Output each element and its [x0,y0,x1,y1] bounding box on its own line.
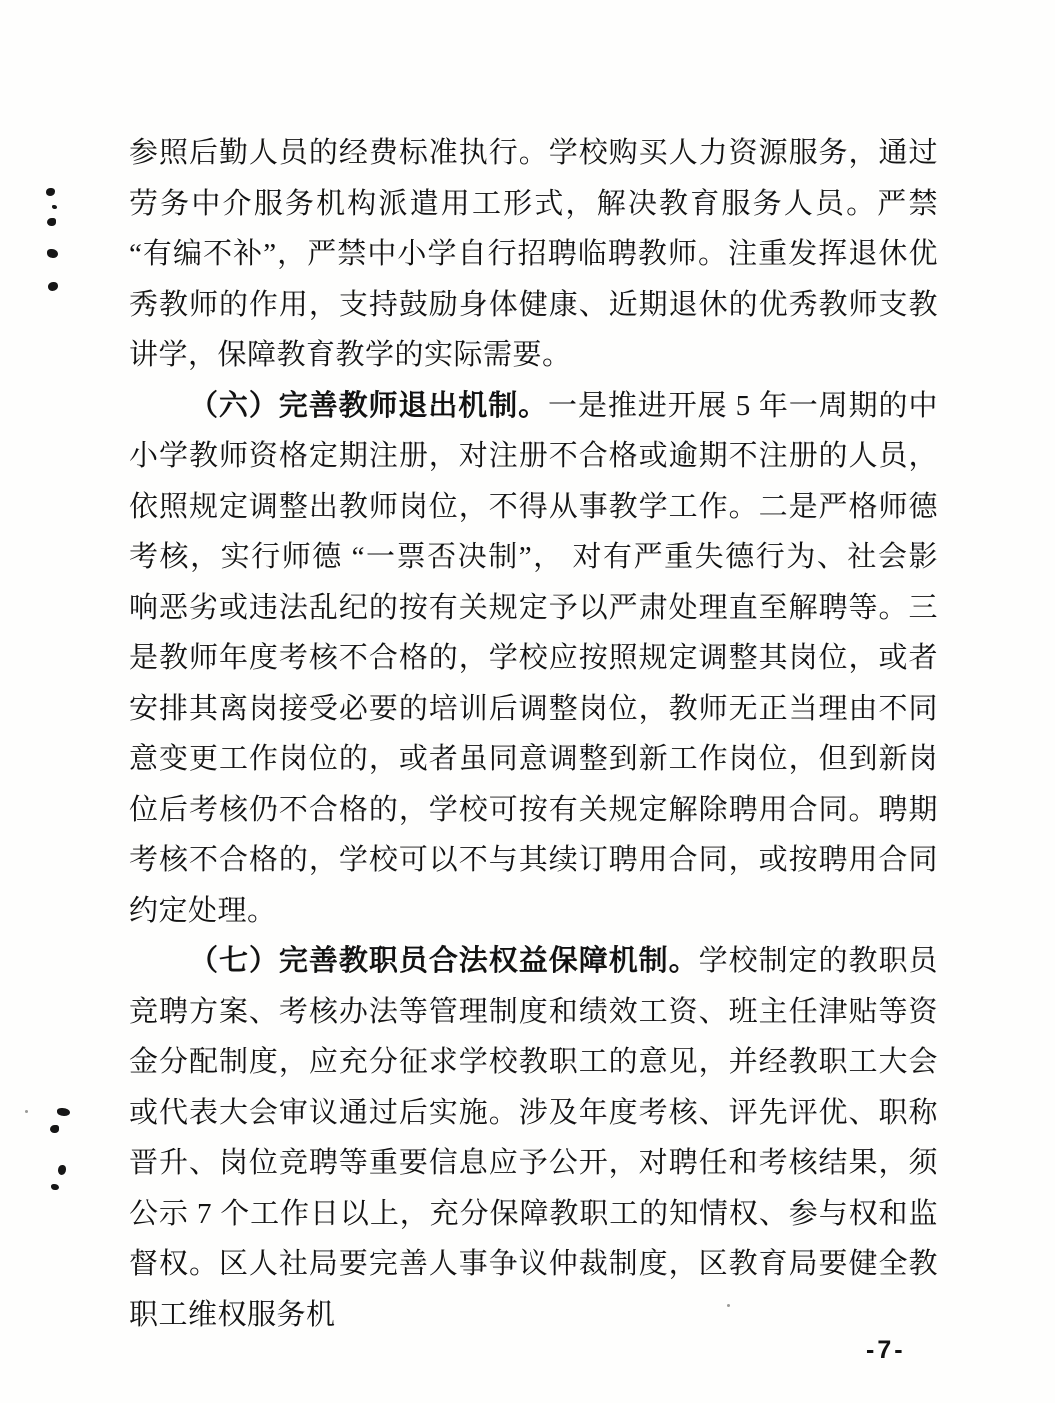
paragraph-section-6 [129,381,938,937]
ink-speck [48,282,58,291]
ink-speck [46,188,55,196]
paragraph-continuation [129,128,938,381]
paragraph-text: 参照后勤人员的经费标准执行。学校购买人力资源服务，通过劳务中介服务机构派遣用工形式，解决教育服务人员。严禁“有编不补”，严禁中小学自行招聘临聘教师。注重发挥退休优秀教师的作用，支持鼓励身体健康、近期退休的优秀教师支教讲学，保障教育教学的实际需要。 [129,137,938,371]
paragraph-section-7 [129,936,938,1340]
document-body [129,128,938,1340]
paragraph-text: 学校制定的教职员竞聘方案、考核办法等管理制度和绩效工资、班主任津贴等资金分配制度，应充分征求学校教职工的意见，并经教职工大会或代表大会审议通过后实施。涉及年度考核、评先评优、职称晋升、岗位竞聘等重要信息应予公开，对聘任和考核结果，须公示 7 个工作日以上，充分保障教职工的知情权、参与权和监督权。区人社局要完善人事争议仲裁制度，区教育局要健全教职工维权服务机 [129,945,938,1331]
ink-speck [51,1184,59,1190]
ink-speck [50,1125,59,1133]
section-7-heading: （七）完善教职员合法权益保障机制。 [189,945,699,977]
ink-speck [47,249,58,258]
ink-speck [57,1108,70,1116]
ink-speck [52,205,57,209]
ink-speck [47,218,56,226]
section-6-heading: （六）完善教师退出机制。 [189,389,549,422]
ink-speck [25,1110,28,1113]
paragraph-text: 一是推进开展 5 年一周期的中小学教师资格定期注册，对注册不合格或逾期不注册的人员，依照规定调整出教师岗位，不得从事教学工作。二是严格师德考核，实行师德 “一票否决制”， 对有严重失德行为、社会影响恶劣或违法乱纪的按有关规定予以严肃处理直至解聘等。三是教师年度考核不合格的，学校应按照规定调整其岗位，或者安排其离岗接受必要的培训后调整岗位，教师无正当理由不同意变更工作岗位的，或者虽同意调整到新工作岗位，但到新岗位后考核仍不合格的，学校可按有关规定解除聘用合同。聘期考核不合格的，学校可以不与其续订聘用合同，或按聘用合同约定处理。 [129,389,938,927]
ink-speck [58,1165,66,1175]
page-number: -7- [866,1336,906,1364]
